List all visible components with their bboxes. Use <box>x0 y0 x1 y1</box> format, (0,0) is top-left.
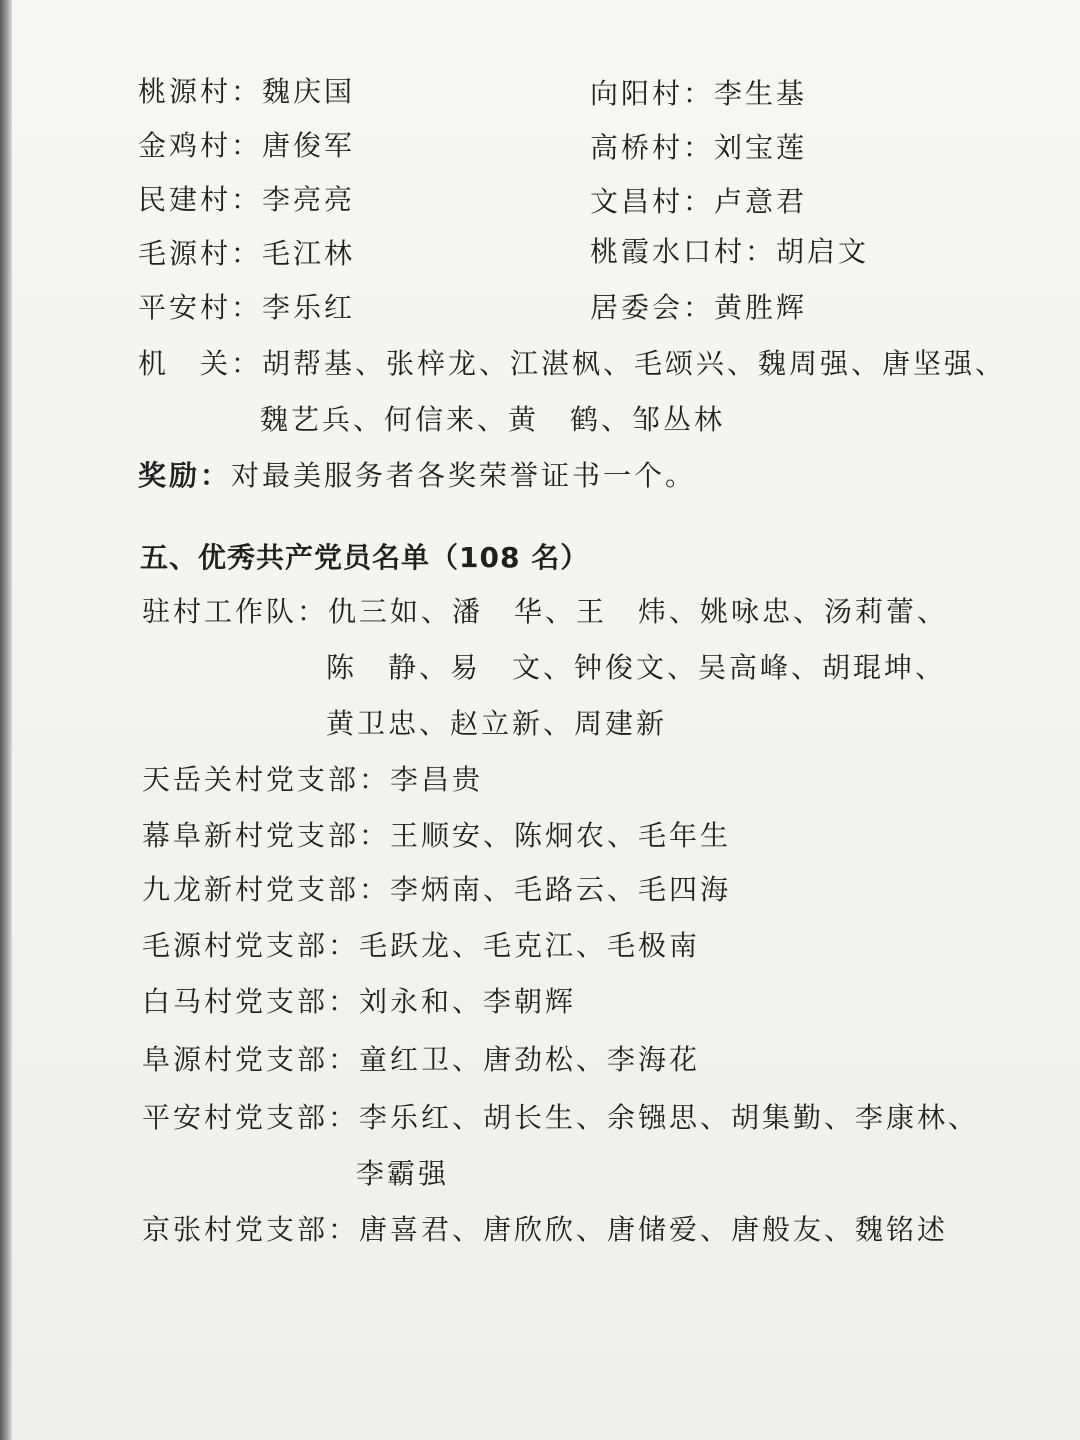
village-label: 民建村： <box>138 183 263 216</box>
rep-name: 刘宝莲 <box>714 131 808 164</box>
village-rep-row <box>590 234 869 270</box>
rep-name: 卢意君 <box>714 185 808 218</box>
branch-label: 幕阜新村党支部： <box>142 819 391 852</box>
binding-edge <box>0 0 12 1440</box>
member-names: 李炳南、毛路云、毛四海 <box>390 873 732 906</box>
village-rep-row <box>138 74 355 110</box>
rep-name: 魏庆国 <box>262 75 356 108</box>
member-names: 李霸强 <box>356 1157 450 1190</box>
party-branch-row-continued <box>326 706 667 742</box>
village-label: 向阳村： <box>590 77 715 110</box>
member-names: 童红卫、唐劲松、李海花 <box>359 1043 701 1076</box>
member-names: 唐喜君、唐欣欣、唐储爱、唐般友、魏铭述 <box>359 1213 949 1246</box>
member-names: 刘永和、李朝辉 <box>359 985 577 1018</box>
branch-label: 毛源村党支部： <box>142 929 360 962</box>
village-label: 高桥村： <box>590 131 715 164</box>
jiguan-names: 魏艺兵、何信来、黄 鹤、邹丛林 <box>260 403 726 436</box>
party-branch-row <box>142 928 700 964</box>
party-branch-row <box>142 594 948 630</box>
party-branch-row <box>142 984 576 1020</box>
party-branch-row <box>142 1212 948 1248</box>
village-label: 金鸡村： <box>138 129 263 162</box>
member-names: 仇三如、潘 华、王 炜、姚咏忠、汤莉蕾、 <box>328 595 949 628</box>
village-rep-row <box>590 76 807 112</box>
rep-name: 李乐红 <box>262 291 356 324</box>
village-label: 桃源村： <box>138 75 263 108</box>
rep-name: 黄胜辉 <box>714 291 808 324</box>
village-label: 平安村： <box>138 291 263 324</box>
party-branch-row-continued <box>326 650 946 686</box>
village-label: 桃霞水口村： <box>590 235 777 268</box>
rep-name: 李亮亮 <box>262 183 356 216</box>
member-names: 毛跃龙、毛克江、毛极南 <box>359 929 701 962</box>
branch-label: 天岳关村党支部： <box>142 763 391 796</box>
party-branch-row-continued <box>356 1156 449 1192</box>
reward-text: 对最美服务者各奖荣誉证书一个。 <box>231 459 697 492</box>
village-label: 毛源村： <box>138 237 263 270</box>
section-title: 五、优秀共产党员名单（108 名） <box>140 541 590 574</box>
party-branch-row <box>142 762 483 798</box>
village-rep-row <box>138 182 355 218</box>
village-rep-row <box>590 130 807 166</box>
jiguan-row-continued <box>260 402 725 438</box>
village-rep-row <box>590 184 807 220</box>
member-names: 陈 静、易 文、钟俊文、吴高峰、胡琨坤、 <box>326 651 947 684</box>
party-branch-row <box>142 872 731 908</box>
member-names: 李昌贵 <box>390 763 484 796</box>
rep-name: 李生基 <box>714 77 808 110</box>
branch-label: 九龙新村党支部： <box>142 873 391 906</box>
party-branch-row <box>142 1100 979 1136</box>
branch-label: 平安村党支部： <box>142 1101 360 1134</box>
document-page <box>12 0 1080 1440</box>
member-names: 李乐红、胡长生、余镪思、胡集勤、李康林、 <box>359 1101 980 1134</box>
party-branch-row <box>142 1042 700 1078</box>
rep-name: 唐俊军 <box>262 129 356 162</box>
jiguan-names: 胡帮基、张梓龙、江湛枫、毛颂兴、魏周强、唐坚强、 <box>262 347 1007 380</box>
jiguan-label: 机 关： <box>138 347 263 380</box>
village-rep-row <box>138 290 355 326</box>
rep-name: 胡启文 <box>776 235 870 268</box>
village-rep-row <box>138 128 355 164</box>
village-rep-row <box>138 236 355 272</box>
member-names: 王顺安、陈炯农、毛年生 <box>390 819 732 852</box>
member-names: 黄卫忠、赵立新、周建新 <box>326 707 668 740</box>
party-branch-row <box>142 818 731 854</box>
reward-row <box>138 458 696 494</box>
village-label: 文昌村： <box>590 185 715 218</box>
reward-label: 奖励： <box>138 459 232 492</box>
branch-label: 白马村党支部： <box>142 985 360 1018</box>
branch-label: 京张村党支部： <box>142 1213 360 1246</box>
jiguan-row <box>138 346 1006 382</box>
branch-label: 阜源村党支部： <box>142 1043 360 1076</box>
village-rep-row <box>590 290 807 326</box>
village-label: 居委会： <box>590 291 715 324</box>
branch-label: 驻村工作队： <box>142 595 329 628</box>
rep-name: 毛江林 <box>262 237 356 270</box>
